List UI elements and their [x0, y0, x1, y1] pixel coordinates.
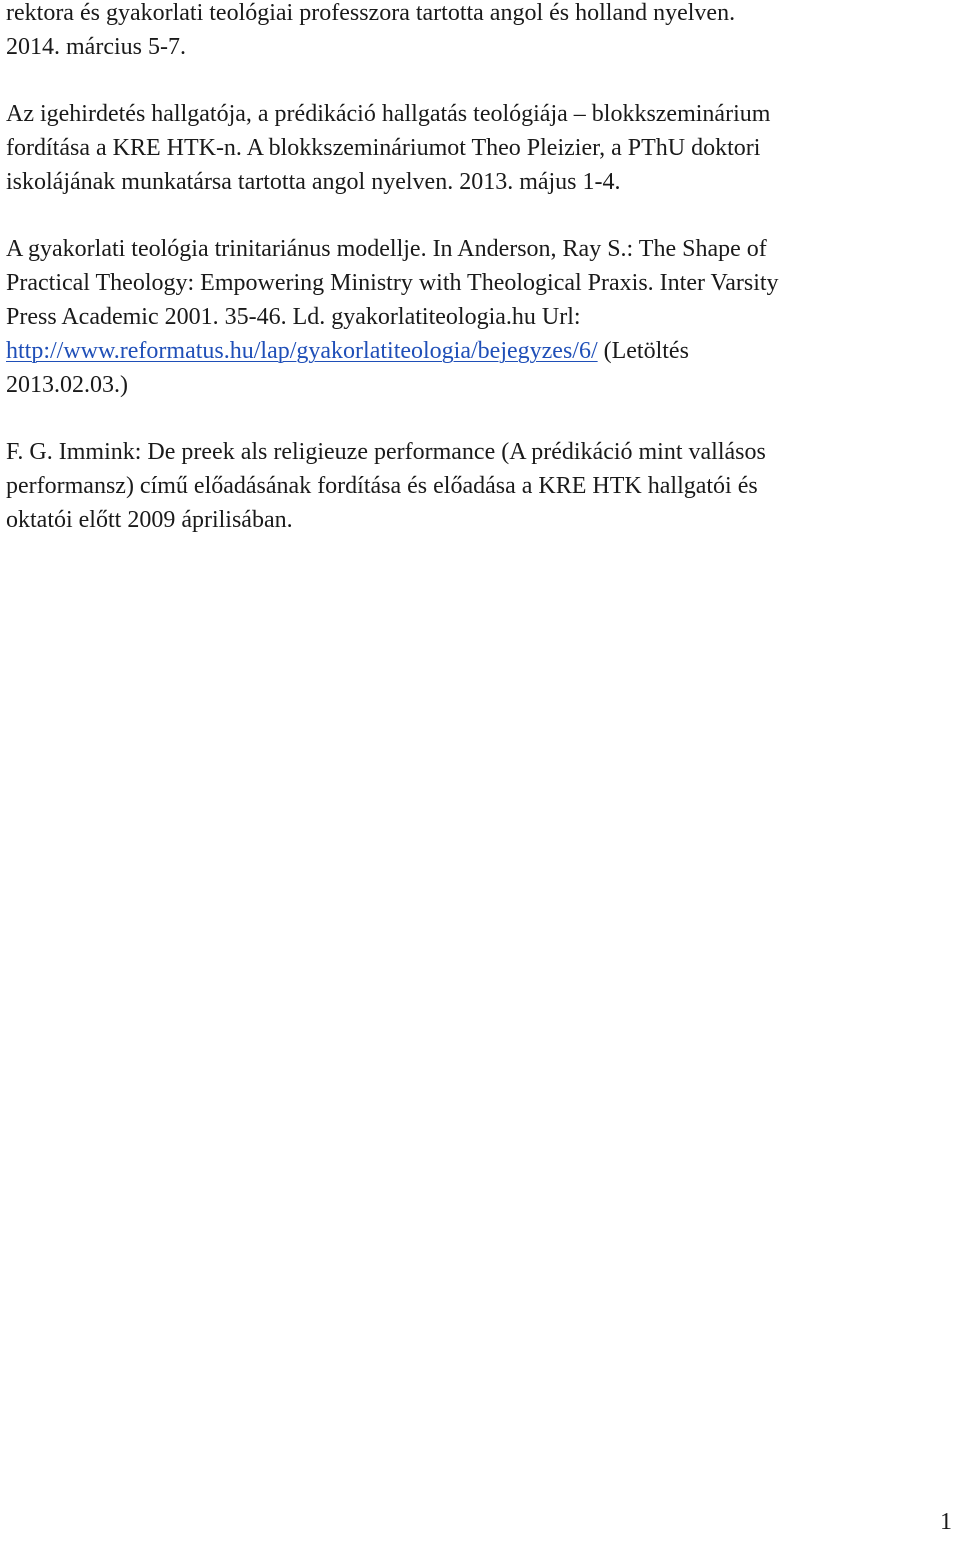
text-line: Practical Theology: Empowering Ministry with Theological Praxis. Inter Varsity	[6, 270, 779, 296]
paragraph-trinitarian-model	[6, 232, 956, 402]
text-line: F. G. Immink: De preek als religieuze performance (A prédikáció mint vallásos	[6, 439, 766, 465]
text-line: fordítása a KRE HTK-n. A blokkszemináriumot Theo Pleizier, a PThU doktori	[6, 135, 761, 161]
text-line: iskolájának munkatársa tartotta angol nyelven. 2013. május 1-4.	[6, 169, 621, 195]
text-line: 2014. március 5-7.	[6, 34, 186, 60]
text-line: (Letöltés	[597, 338, 689, 364]
text-line: performansz) című előadásának fordítása és előadása a KRE HTK hallgatói és	[6, 473, 758, 499]
text-line: rektora és gyakorlati teológiai professzora tartotta angol és holland nyelven.	[6, 0, 736, 26]
document-body	[6, 0, 956, 570]
text-line: Az igehirdetés hallgatója, a prédikáció hallgatás teológiája – blokkszeminárium	[6, 101, 771, 127]
text-line: 2013.02.03.)	[6, 372, 128, 398]
text-line: A gyakorlati teológia trinitariánus modellje. In Anderson, Ray S.: The Shape of	[6, 236, 767, 262]
paragraph-immink-translation	[6, 435, 956, 537]
text-line: Press Academic 2001. 35-46. Ld. gyakorlatiteologia.hu Url:	[6, 304, 581, 330]
paragraph-lecture-2014	[6, 0, 956, 64]
page-number: 1	[940, 1509, 952, 1535]
text-line: oktatói előtt 2009 áprilisában.	[6, 507, 293, 533]
reference-link[interactable]: http://www.reformatus.hu/lap/gyakorlatiteologia/bejegyzes/6/	[6, 338, 598, 364]
paragraph-block-seminar	[6, 97, 956, 199]
